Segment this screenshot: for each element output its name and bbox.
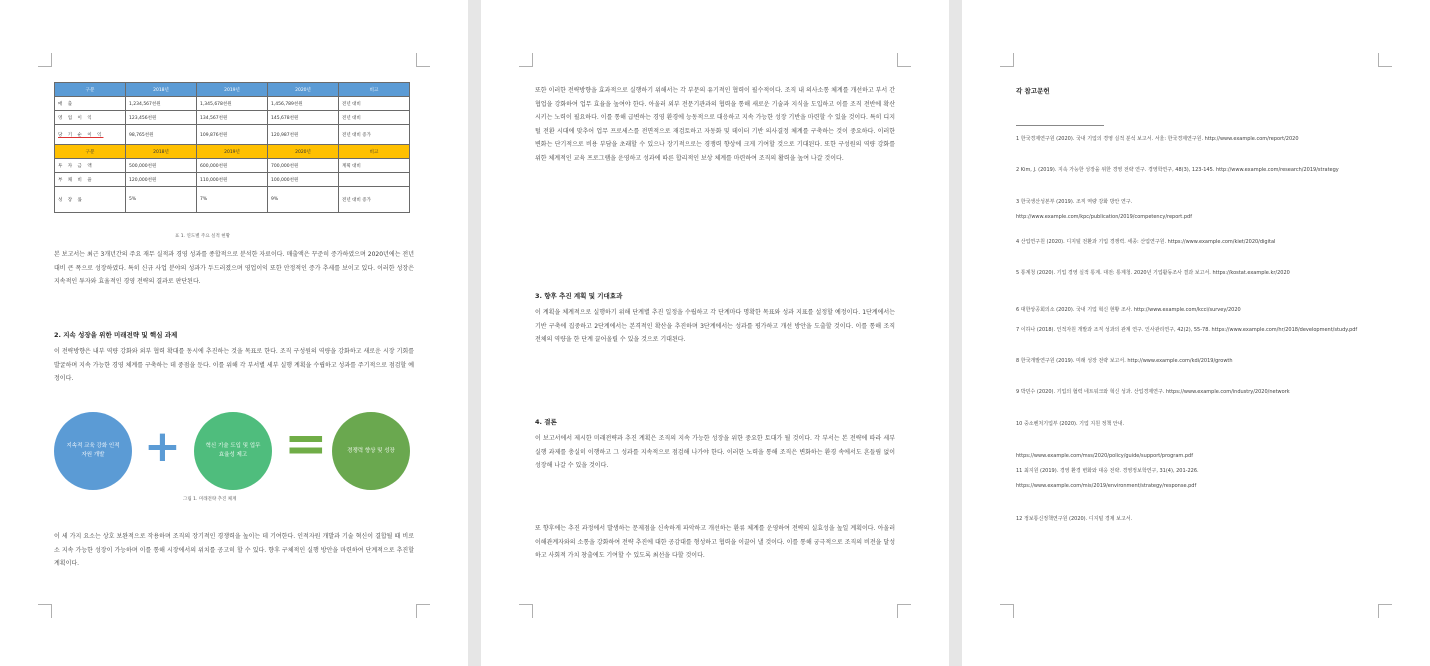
crop-mark <box>38 53 52 67</box>
table-header-row <box>55 83 410 97</box>
table-cell: 9% <box>268 187 339 213</box>
crop-mark <box>1378 604 1392 618</box>
reference-item: 6 대한상공회의소 (2020). 국내 기업 혁신 현황 조사. http://www.example.com/kcci/survey/2020 <box>1016 307 1241 313</box>
table-row <box>55 125 410 145</box>
table-cell: 성 장 률 <box>55 187 126 213</box>
crop-mark <box>897 604 911 618</box>
circle-label: 혁신 기술 도입 및 업무 효율성 제고 <box>205 443 261 458</box>
table-cell: 전년 대비 증가 <box>339 187 410 213</box>
table-header-cell: 2020년 <box>268 145 339 159</box>
reference-item: https://www.example.com/mis/2019/environment/strategy/response.pdf <box>1016 483 1197 489</box>
document-page-2 <box>481 0 949 666</box>
table-header-cell: 2018년 <box>126 83 197 97</box>
table-row <box>55 111 410 125</box>
strategy-circle-3 <box>332 412 410 490</box>
circle-label: 경쟁력 향상 및 성장 <box>347 447 395 454</box>
crop-mark <box>416 53 430 67</box>
crop-mark <box>38 604 52 618</box>
reference-item: 3 한국생산성본부 (2019). 조직 역량 강화 방안 연구. <box>1016 199 1133 205</box>
crop-mark <box>1000 53 1014 67</box>
table-cell: 110,000천원 <box>197 173 268 187</box>
body-paragraph: 또한 이러한 전략방향을 효과적으로 실행하기 위해서는 각 부문의 유기적인 협력이 필수적이다. 조직 내 의사소통 체계를 개선하고 부서 간 협업을 강화하여 업무 효율을 높여야 한다. 아울러 외부 전문기관과의 협력을 통해 새로운 기술과 지식을 도입하고 이를 조직 전반에 확산시키는 노력이 필요하다. 이를 통해 급변하는 경영 환경에 능동적으로 대응하고 지속 가능한 성장 기반을 마련할 수 있을 것이다. 특히 디지털 전환 시대에 맞추어 업무 프로세스를 전면적으로 재검토하고 자동화 및 데이터 기반 의사결정 체계를 구축하는 것이 중요하다. 이러한 변화는 단기적으로 비용 부담을 초래할 수 있으나 장기적으로는 경쟁력 향상에 크게 기여할 것으로 기대된다. 또한 구성원의 역량 강화를 위한 체계적인 교육 프로그램을 운영하고 성과에 따른 합리적인 보상 체계를 마련하여 조직의 활력을 높여 나갈 것이다. <box>535 87 895 162</box>
table-header-row <box>55 145 410 159</box>
table-cell: 1,456,789천원 <box>268 97 339 111</box>
body-paragraph: 또 향후에는 추진 과정에서 발생하는 문제점을 신속하게 파악하고 개선하는 환류 체계를 운영하여 전략의 실효성을 높일 계획이다. 아울러 이해관계자와의 소통을 강화하여 전략 추진에 대한 공감대를 형성하고 협력을 이끌어 낼 것이다. 이를 통해 궁극적으로 조직의 비전을 달성하고 사회적 가치 창출에도 기여할 수 있도록 최선을 다할 것이다. <box>535 525 895 559</box>
table-cell: 5% <box>126 187 197 213</box>
plus-icon: + <box>144 421 181 472</box>
section-heading: 4. 결론 <box>535 418 557 426</box>
body-paragraph: 이 보고서에서 제시한 미래전략과 추진 계획은 조직의 지속 가능한 성장을 위한 중요한 토대가 될 것이다. 각 부서는 본 전략에 따라 세부 실행 과제를 충실히 이행하고 그 성과를 지속적으로 점검해 나가야 한다. 이러한 노력을 통해 조직은 변화하는 환경 속에서도 흔들림 없이 성장해 나갈 수 있을 것이다. <box>535 435 895 469</box>
table-cell <box>339 173 410 187</box>
document-page-1 <box>0 0 468 666</box>
equals-icon: = <box>284 414 328 474</box>
table-cell: 600,000천원 <box>197 159 268 173</box>
table-cell: 1,345,678천원 <box>197 97 268 111</box>
table-cell: 1,234,567천원 <box>126 97 197 111</box>
document-page-3 <box>962 0 1430 666</box>
table-header-cell: 2020년 <box>268 83 339 97</box>
table-cell: 120,987천원 <box>268 125 339 145</box>
reference-item: 9 박민수 (2020). 기업의 협력 네트워크와 혁신 성과. 산업경제연구. https://www.example.com/industry/2020/network <box>1016 389 1290 395</box>
crop-mark <box>519 604 533 618</box>
performance-table <box>54 82 410 213</box>
table-cell: 120,000천원 <box>126 173 197 187</box>
reference-item: 1 한국경제연구원 (2020). 국내 기업의 경영 실적 분석 보고서. 서울: 한국경제연구원. http://www.example.com/report/2020 <box>1016 136 1299 142</box>
crop-mark <box>897 53 911 67</box>
reference-item: 10 중소벤처기업부 (2020). 기업 지원 정책 안내. <box>1016 421 1125 427</box>
crop-mark <box>519 53 533 67</box>
table-cell: 전년 대비 <box>339 97 410 111</box>
table-header-cell: 2018년 <box>126 145 197 159</box>
table-header-cell: 비고 <box>339 145 410 159</box>
table-caption: 표 1. 연도별 주요 실적 현황 <box>175 234 230 239</box>
reference-item: 2 Kim, J. (2019). 지속 가능한 성장을 위한 경영 전략 연구. 경영학연구, 48(3), 123-145. http://www.example.com/research/2019/strategy <box>1016 167 1339 173</box>
body-paragraph: 이 세 가지 요소는 상호 보완적으로 작용하며 조직의 장기적인 경쟁력을 높이는 데 기여한다. 인적자원 개발과 기술 혁신이 결합될 때 비로소 지속 가능한 성장이 가능하며 이를 통해 시장에서의 위치를 공고히 할 수 있다. 향후 구체적인 실행 방안을 마련하여 단계적으로 추진할 계획이다. <box>54 533 414 567</box>
table-cell: 7% <box>197 187 268 213</box>
table-row <box>55 97 410 111</box>
table-cell: 매 출 <box>55 97 126 111</box>
reference-item: 4 산업연구원 (2020). 디지털 전환과 기업 경쟁력. 세종: 산업연구원. https://www.example.com/kiet/2020/digital <box>1016 239 1276 245</box>
diagram-caption: 그림 1. 미래전략 추진 체계 <box>183 497 237 502</box>
reference-item: http://www.example.com/kpc/publication/2019/competency/report.pdf <box>1016 214 1192 220</box>
body-paragraph: 본 보고서는 최근 3개년간의 주요 재무 실적과 경영 성과를 종합적으로 분석한 자료이다. 매출액은 꾸준히 증가하였으며 2020년에는 전년 대비 큰 폭으로 성장하였다. 특히 신규 사업 분야의 성과가 두드러졌으며 영업이익 또한 안정적인 증가 추세를 보이고 있다. 이러한 성장은 지속적인 투자와 효율적인 경영 전략의 결과로 판단된다. <box>54 251 414 285</box>
body-paragraph: 이 계획을 체계적으로 실행하기 위해 단계별 추진 일정을 수립하고 각 단계마다 명확한 목표와 성과 지표를 설정할 예정이다. 1단계에서는 기반 구축에 집중하고 2단계에서는 본격적인 확산을 추진하며 3단계에서는 성과를 평가하고 개선 방안을 도출할 것이다. 이를 통해 조직 전체의 역량을 한 단계 끌어올릴 수 있을 것으로 기대된다. <box>535 309 895 343</box>
crop-mark <box>1000 604 1014 618</box>
table-header-cell: 2019년 <box>197 83 268 97</box>
table-cell: 109,876천원 <box>197 125 268 145</box>
strategy-circle-1 <box>54 412 132 490</box>
reference-item: 5 통계청 (2020). 기업 경영 실적 통계. 대전: 통계청. 2020년 기업활동조사 결과 보고서. https://kostat.example.kr/2020 <box>1016 270 1290 276</box>
table-row <box>55 173 410 187</box>
section-heading: 3. 향후 추진 계획 및 기대효과 <box>535 292 623 300</box>
crop-mark <box>1378 53 1392 67</box>
table-cell: 134,567천원 <box>197 111 268 125</box>
table-cell: 전년 대비 증가 <box>339 125 410 145</box>
body-paragraph: 이 전략방향은 내부 역량 강화와 외부 협력 확대를 동시에 추진하는 것을 목표로 한다. 조직 구성원의 역량을 강화하고 새로운 시장 기회를 발굴하며 지속 가능한 경영 체계를 구축하는 데 중점을 둔다. 이를 위해 각 부서별 세부 실행 계획을 수립하고 성과를 주기적으로 점검할 예정이다. <box>54 348 414 382</box>
table-cell: 700,000천원 <box>268 159 339 173</box>
references-heading: 각 참고문헌 <box>1016 87 1050 95</box>
table-cell: 500,000천원 <box>126 159 197 173</box>
table-cell: 전년 대비 <box>339 111 410 125</box>
reference-item: 12 정보통신정책연구원 (2020). 디지털 경제 보고서. <box>1016 516 1133 522</box>
table-header-cell: 구분 <box>55 83 126 97</box>
table-cell: 123,456천원 <box>126 111 197 125</box>
section-heading: 2. 지속 성장을 위한 미래전략 및 핵심 과제 <box>54 331 178 339</box>
footnote-divider <box>1016 125 1104 126</box>
table-header-cell: 비고 <box>339 83 410 97</box>
table-row <box>55 187 410 213</box>
table-cell: 부 채 비 율 <box>55 173 126 187</box>
reference-item: 11 최지원 (2019). 경영 환경 변화와 대응 전략. 경영정보학연구, 31(4), 201-226. <box>1016 468 1199 474</box>
strategy-circle-2 <box>194 412 272 490</box>
table-cell: 계획 대비 <box>339 159 410 173</box>
table-cell: 145,678천원 <box>268 111 339 125</box>
reference-item: 8 한국개발연구원 (2019). 미래 성장 전략 보고서. http://www.example.com/kdi/2019/growth <box>1016 358 1233 364</box>
circle-label: 지속적 교육 강화 인적자원 개발 <box>66 443 120 458</box>
table-header-cell: 구분 <box>55 145 126 159</box>
table-cell: 당 기 순 이 익 <box>55 125 126 145</box>
table-header-cell: 2019년 <box>197 145 268 159</box>
table-cell: 98,765천원 <box>126 125 197 145</box>
reference-item: https://www.example.com/mss/2020/policy/guide/support/program.pdf <box>1016 453 1193 459</box>
table-row <box>55 159 410 173</box>
table-cell: 영 업 이 익 <box>55 111 126 125</box>
crop-mark <box>416 604 430 618</box>
table-cell: 투 자 금 액 <box>55 159 126 173</box>
reference-item: 7 이하나 (2018). 인적자원 개발과 조직 성과의 관계 연구. 인사관리연구, 42(2), 55-78. https://www.example.com/hr/2018/development/study.pdf <box>1016 327 1358 333</box>
table-cell: 100,000천원 <box>268 173 339 187</box>
